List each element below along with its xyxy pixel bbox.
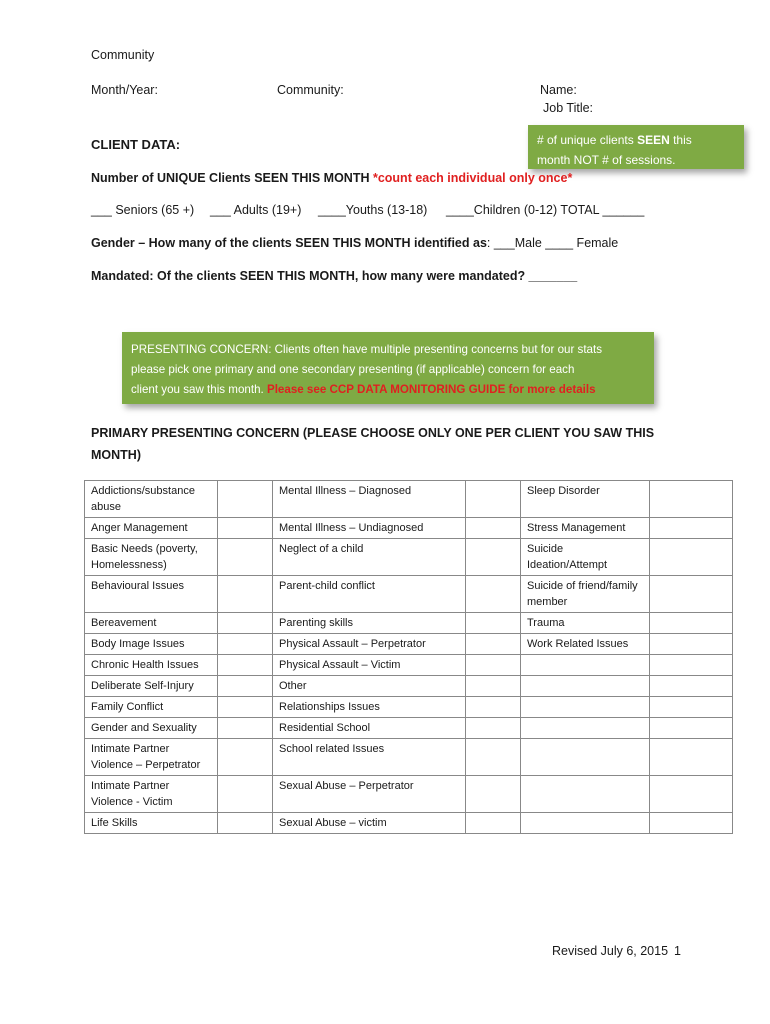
children-total-field[interactable]: ____Children (0-12) TOTAL ______: [446, 203, 645, 217]
concern-checkbox-cell[interactable]: [218, 813, 273, 834]
gender-question: Gender – How many of the clients SEEN THIS MONTH identified as: [91, 236, 487, 250]
youths-field[interactable]: ____Youths (13-18): [318, 203, 428, 217]
concern-label: Basic Needs (poverty, Homelessness): [85, 539, 218, 576]
table-row: [85, 481, 733, 518]
concern-checkbox-cell[interactable]: [466, 518, 521, 539]
concern-label: Suicide of friend/family member: [521, 576, 650, 613]
concern-checkbox-cell[interactable]: [650, 481, 733, 518]
concern-label: Addictions/substance abuse: [85, 481, 218, 518]
unique-clients-question-text: Number of UNIQUE Clients SEEN THIS MONTH: [91, 171, 373, 185]
concern-label: Parent-child conflict: [273, 576, 466, 613]
note-seen: SEEN: [637, 133, 670, 147]
concern-checkbox-cell[interactable]: [218, 739, 273, 776]
concern-label: School related Issues: [273, 739, 466, 776]
concern-checkbox-cell[interactable]: [466, 697, 521, 718]
concern-checkbox-cell[interactable]: [218, 676, 273, 697]
concern-label: Gender and Sexuality: [85, 718, 218, 739]
table-row: [85, 739, 733, 776]
concern-checkbox-cell[interactable]: [218, 518, 273, 539]
concern-checkbox-cell[interactable]: [650, 697, 733, 718]
presenting-concern-table: [84, 480, 733, 834]
concern-label: Parenting skills: [273, 613, 466, 634]
concern-label: Intimate Partner Violence – Perpetrator: [85, 739, 218, 776]
revised-date: Revised July 6, 2015: [552, 944, 669, 958]
concern-checkbox-cell[interactable]: [218, 634, 273, 655]
monitoring-guide-link[interactable]: Please see CCP DATA MONITORING GUIDE for more details: [266, 383, 596, 396]
concern-checkbox-cell[interactable]: [650, 739, 733, 776]
concern-label: Stress Management: [521, 518, 650, 539]
concern-label: Trauma: [521, 613, 650, 634]
table-row: [85, 539, 733, 576]
presenting-line3: client you saw this month.: [131, 383, 267, 396]
job-title-label: Job Title:: [543, 101, 594, 115]
concern-checkbox-cell[interactable]: [218, 481, 273, 518]
name-label: Name:: [540, 83, 577, 97]
concern-label: Family Conflict: [85, 697, 218, 718]
table-row: [85, 718, 733, 739]
concern-label: Intimate Partner Violence - Victim: [85, 776, 218, 813]
concern-label: Residential School: [273, 718, 466, 739]
concern-checkbox-cell[interactable]: [218, 776, 273, 813]
concern-checkbox-cell[interactable]: [466, 481, 521, 518]
concern-label: Sexual Abuse – victim: [273, 813, 466, 834]
concern-checkbox-cell[interactable]: [650, 539, 733, 576]
seniors-field[interactable]: ___ Seniors (65 +): [91, 203, 195, 217]
concern-label: Sexual Abuse – Perpetrator: [273, 776, 466, 813]
concern-label: Anger Management: [85, 518, 218, 539]
table-row: [85, 655, 733, 676]
note-prefix: # of unique clients: [537, 133, 638, 147]
concern-label: Work Related Issues: [521, 634, 650, 655]
concern-label: [521, 718, 650, 739]
concern-label: Neglect of a child: [273, 539, 466, 576]
concern-label: Bereavement: [85, 613, 218, 634]
gender-answers[interactable]: : ___Male ____ Female: [486, 236, 619, 250]
concern-label: Suicide Ideation/Attempt: [521, 539, 650, 576]
concern-label: [521, 655, 650, 676]
concern-label: Sleep Disorder: [521, 481, 650, 518]
concern-checkbox-cell[interactable]: [218, 539, 273, 576]
concern-checkbox-cell[interactable]: [466, 576, 521, 613]
note-line2: month NOT # of sessions.: [537, 153, 676, 167]
table-row: [85, 576, 733, 613]
concern-checkbox-cell[interactable]: [650, 676, 733, 697]
concern-label: Behavioural Issues: [85, 576, 218, 613]
concern-checkbox-cell[interactable]: [650, 813, 733, 834]
presenting-concern-note: [122, 332, 654, 404]
mandated-question: Mandated: Of the clients SEEN THIS MONTH, how many were mandated? _______: [91, 269, 578, 283]
note-suffix: this: [669, 133, 692, 147]
primary-concern-heading: PRIMARY PRESENTING CONCERN (PLEASE CHOOSE ONLY ONE PER CLIENT YOU SAW THIS: [91, 426, 655, 440]
presenting-line2: please pick one primary and one secondary presenting (if applicable) concern for each: [131, 363, 575, 376]
concern-checkbox-cell[interactable]: [466, 676, 521, 697]
client-data-title: CLIENT DATA:: [91, 137, 181, 152]
month-year-label: Month/Year:: [91, 83, 158, 97]
concern-checkbox-cell[interactable]: [218, 718, 273, 739]
concern-label: [521, 676, 650, 697]
concern-checkbox-cell[interactable]: [650, 718, 733, 739]
concern-checkbox-cell[interactable]: [218, 613, 273, 634]
concern-label: Body Image Issues: [85, 634, 218, 655]
concern-checkbox-cell[interactable]: [466, 613, 521, 634]
concern-checkbox-cell[interactable]: [650, 634, 733, 655]
concern-label: Chronic Health Issues: [85, 655, 218, 676]
concern-checkbox-cell[interactable]: [650, 613, 733, 634]
concern-checkbox-cell[interactable]: [466, 634, 521, 655]
concern-checkbox-cell[interactable]: [218, 576, 273, 613]
gender-line: [91, 236, 618, 250]
concern-checkbox-cell[interactable]: [218, 655, 273, 676]
concern-label: Life Skills: [85, 813, 218, 834]
community-label: Community:: [277, 83, 344, 97]
table-row: [85, 676, 733, 697]
concern-checkbox-cell[interactable]: [466, 739, 521, 776]
concern-checkbox-cell[interactable]: [466, 655, 521, 676]
concern-label: [521, 776, 650, 813]
concern-label: Mental Illness – Diagnosed: [273, 481, 466, 518]
table-row: [85, 613, 733, 634]
concern-label: Mental Illness – Undiagnosed: [273, 518, 466, 539]
concern-checkbox-cell[interactable]: [650, 518, 733, 539]
count-once-emphasis: *count each individual only once*: [372, 171, 573, 185]
concern-checkbox-cell[interactable]: [466, 539, 521, 576]
table-row: [85, 634, 733, 655]
concern-label: Relationships Issues: [273, 697, 466, 718]
community-heading: Community: [91, 48, 155, 62]
table-row: [85, 518, 733, 539]
concern-checkbox-cell[interactable]: [466, 776, 521, 813]
adults-field[interactable]: ___ Adults (19+): [210, 203, 302, 217]
concern-checkbox-cell[interactable]: [218, 697, 273, 718]
unique-clients-question: [91, 171, 572, 185]
table-row: [85, 697, 733, 718]
page-number: 1: [674, 944, 681, 958]
concern-checkbox-cell[interactable]: [466, 813, 521, 834]
table-row: [85, 776, 733, 813]
concern-checkbox-cell[interactable]: [466, 718, 521, 739]
concern-label: [521, 813, 650, 834]
concern-label: Physical Assault – Victim: [273, 655, 466, 676]
presenting-line1: PRESENTING CONCERN: Clients often have multiple presenting concerns but for our stats: [131, 343, 603, 356]
concern-checkbox-cell[interactable]: [650, 776, 733, 813]
primary-concern-heading-2: MONTH): [91, 448, 141, 462]
concern-label: Physical Assault – Perpetrator: [273, 634, 466, 655]
unique-clients-note: [528, 125, 744, 169]
concern-checkbox-cell[interactable]: [650, 576, 733, 613]
concern-label: Other: [273, 676, 466, 697]
concern-label: [521, 739, 650, 776]
concern-label: [521, 697, 650, 718]
table-row: [85, 813, 733, 834]
concern-checkbox-cell[interactable]: [650, 655, 733, 676]
concern-label: Deliberate Self-Injury: [85, 676, 218, 697]
